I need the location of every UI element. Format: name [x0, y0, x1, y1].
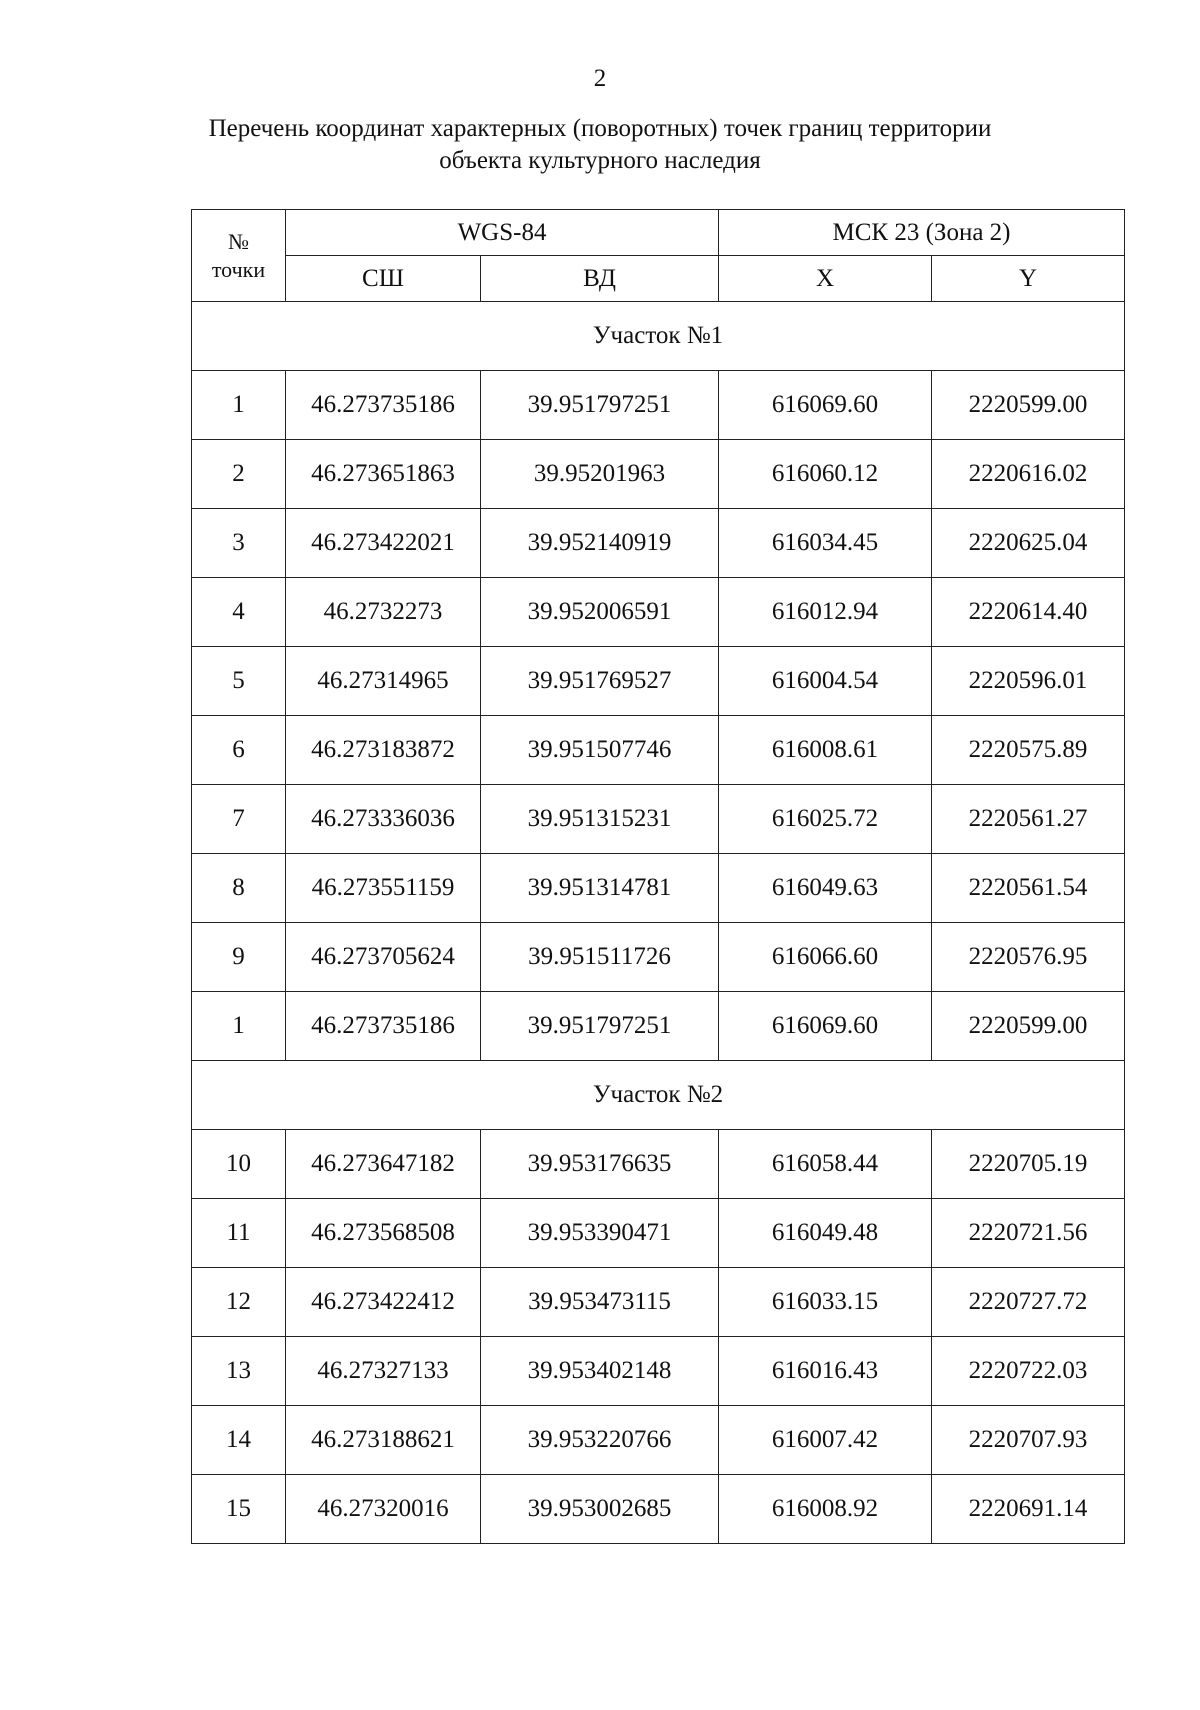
table-header [192, 210, 1125, 302]
table-row [192, 371, 1125, 440]
table-row [192, 992, 1125, 1061]
x-coordinate-cell: 616058.44 [719, 1130, 932, 1199]
latitude-cell: 46.273422021 [286, 509, 481, 578]
table-row [192, 578, 1125, 647]
section-title: Участок №2 [192, 1061, 1125, 1130]
x-coordinate-cell: 616004.54 [719, 647, 932, 716]
longitude-cell: 39.953402148 [481, 1337, 719, 1406]
latitude-cell: 46.273422412 [286, 1268, 481, 1337]
latitude-cell: 46.273735186 [286, 992, 481, 1061]
table-row [192, 440, 1125, 509]
longitude-cell: 39.951315231 [481, 785, 719, 854]
point-number-cell: 14 [192, 1406, 286, 1475]
wgs84-group-header: WGS-84 [286, 210, 719, 256]
table-row [192, 923, 1125, 992]
point-number-cell: 11 [192, 1199, 286, 1268]
table-row [192, 1475, 1125, 1544]
longitude-cell: 39.951314781 [481, 854, 719, 923]
longitude-header: ВД [481, 256, 719, 302]
point-number-header-symbol: № [228, 228, 249, 254]
point-number-cell: 1 [192, 371, 286, 440]
point-number-cell: 3 [192, 509, 286, 578]
x-coordinate-cell: 616033.15 [719, 1268, 932, 1337]
point-number-cell: 5 [192, 647, 286, 716]
longitude-cell: 39.951797251 [481, 371, 719, 440]
latitude-header: СШ [286, 256, 481, 302]
y-coordinate-cell: 2220599.00 [932, 992, 1125, 1061]
point-number-cell: 6 [192, 716, 286, 785]
y-coordinate-cell: 2220576.95 [932, 923, 1125, 992]
y-coordinate-cell: 2220596.01 [932, 647, 1125, 716]
point-number-header-label: точки [211, 256, 266, 282]
longitude-cell: 39.952140919 [481, 509, 719, 578]
point-number-header [192, 210, 286, 302]
latitude-cell: 46.27320016 [286, 1475, 481, 1544]
table-row [192, 1337, 1125, 1406]
y-coordinate-cell: 2220561.27 [932, 785, 1125, 854]
latitude-cell: 46.273647182 [286, 1130, 481, 1199]
section-title: Участок №1 [192, 302, 1125, 371]
point-number-cell: 7 [192, 785, 286, 854]
x-coordinate-cell: 616025.72 [719, 785, 932, 854]
table-row [192, 1268, 1125, 1337]
document-title [150, 113, 1050, 177]
point-number-cell: 1 [192, 992, 286, 1061]
y-coordinate-cell: 2220722.03 [932, 1337, 1125, 1406]
y-coordinate-cell: 2220599.00 [932, 371, 1125, 440]
longitude-cell: 39.953390471 [481, 1199, 719, 1268]
y-coordinate-cell: 2220614.40 [932, 578, 1125, 647]
latitude-cell: 46.2732273 [286, 578, 481, 647]
y-coordinate-cell: 2220705.19 [932, 1130, 1125, 1199]
point-number-cell: 4 [192, 578, 286, 647]
latitude-cell: 46.273188621 [286, 1406, 481, 1475]
x-coordinate-cell: 616049.63 [719, 854, 932, 923]
x-coordinate-cell: 616008.92 [719, 1475, 932, 1544]
y-coordinate-cell: 2220575.89 [932, 716, 1125, 785]
point-number-cell: 9 [192, 923, 286, 992]
latitude-cell: 46.27314965 [286, 647, 481, 716]
y-coordinate-cell: 2220707.93 [932, 1406, 1125, 1475]
table-row [192, 647, 1125, 716]
y-coordinate-cell: 2220616.02 [932, 440, 1125, 509]
x-coordinate-cell: 616008.61 [719, 716, 932, 785]
longitude-cell: 39.95201963 [481, 440, 719, 509]
x-header: X [719, 256, 932, 302]
section-row [192, 302, 1125, 371]
point-number-cell: 13 [192, 1337, 286, 1406]
table-row [192, 1406, 1125, 1475]
latitude-cell: 46.273183872 [286, 716, 481, 785]
point-number-cell: 15 [192, 1475, 286, 1544]
latitude-cell: 46.273705624 [286, 923, 481, 992]
longitude-cell: 39.952006591 [481, 578, 719, 647]
point-number-cell: 2 [192, 440, 286, 509]
page-number: 2 [593, 65, 607, 92]
table-row [192, 854, 1125, 923]
point-number-cell: 10 [192, 1130, 286, 1199]
x-coordinate-cell: 616069.60 [719, 371, 932, 440]
y-coordinate-cell: 2220691.14 [932, 1475, 1125, 1544]
latitude-cell: 46.273651863 [286, 440, 481, 509]
point-number-cell: 12 [192, 1268, 286, 1337]
table-row [192, 509, 1125, 578]
msk23-group-header: МСК 23 (Зона 2) [719, 210, 1125, 256]
y-coordinate-cell: 2220721.56 [932, 1199, 1125, 1268]
latitude-cell: 46.273568508 [286, 1199, 481, 1268]
y-coordinate-cell: 2220727.72 [932, 1268, 1125, 1337]
coordinates-table [191, 209, 1125, 1544]
longitude-cell: 39.953473115 [481, 1268, 719, 1337]
x-coordinate-cell: 616066.60 [719, 923, 932, 992]
longitude-cell: 39.951797251 [481, 992, 719, 1061]
longitude-cell: 39.951769527 [481, 647, 719, 716]
document-title-line-2: объекта культурного наследия [439, 147, 761, 174]
x-coordinate-cell: 616012.94 [719, 578, 932, 647]
longitude-cell: 39.951511726 [481, 923, 719, 992]
latitude-cell: 46.27327133 [286, 1337, 481, 1406]
x-coordinate-cell: 616007.42 [719, 1406, 932, 1475]
y-header: Y [932, 256, 1125, 302]
longitude-cell: 39.953220766 [481, 1406, 719, 1475]
point-number-cell: 8 [192, 854, 286, 923]
y-coordinate-cell: 2220561.54 [932, 854, 1125, 923]
table-body [192, 302, 1125, 1544]
y-coordinate-cell: 2220625.04 [932, 509, 1125, 578]
x-coordinate-cell: 616016.43 [719, 1337, 932, 1406]
x-coordinate-cell: 616034.45 [719, 509, 932, 578]
table-row [192, 716, 1125, 785]
document-title-line-1: Перечень координат характерных (поворотных) точек границ территории [208, 115, 992, 142]
latitude-cell: 46.273551159 [286, 854, 481, 923]
longitude-cell: 39.953002685 [481, 1475, 719, 1544]
table-row [192, 1130, 1125, 1199]
x-coordinate-cell: 616069.60 [719, 992, 932, 1061]
longitude-cell: 39.951507746 [481, 716, 719, 785]
x-coordinate-cell: 616060.12 [719, 440, 932, 509]
table-row [192, 1199, 1125, 1268]
section-row [192, 1061, 1125, 1130]
x-coordinate-cell: 616049.48 [719, 1199, 932, 1268]
latitude-cell: 46.273735186 [286, 371, 481, 440]
table-row [192, 785, 1125, 854]
latitude-cell: 46.273336036 [286, 785, 481, 854]
longitude-cell: 39.953176635 [481, 1130, 719, 1199]
